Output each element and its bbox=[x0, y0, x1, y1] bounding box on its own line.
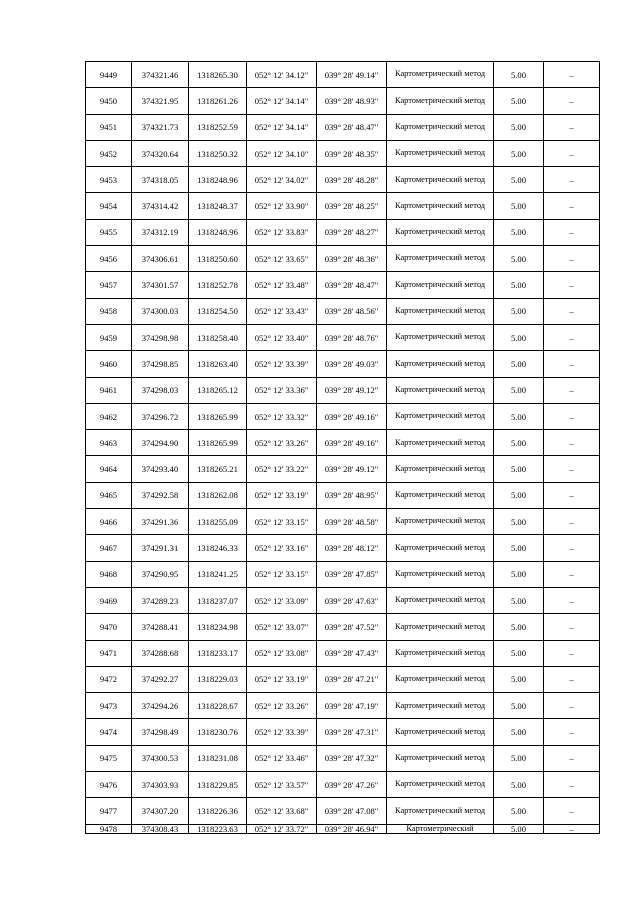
accuracy-cell: 5.00 bbox=[494, 324, 544, 350]
table-row bbox=[86, 193, 600, 219]
y-coordinate-cell: 1318265.12 bbox=[189, 377, 247, 403]
method-cell: Картометрический метод bbox=[387, 88, 494, 114]
y-coordinate-cell: 1318241.25 bbox=[189, 561, 247, 587]
longitude-cell: 039° 28' 47.52" bbox=[317, 614, 387, 640]
y-coordinate-cell: 1318252.78 bbox=[189, 272, 247, 298]
accuracy-cell: 5.00 bbox=[494, 798, 544, 824]
y-coordinate-cell: 1318252.59 bbox=[189, 114, 247, 140]
accuracy-cell: 5.00 bbox=[494, 88, 544, 114]
latitude-cell: 052° 12' 33.32" bbox=[247, 403, 317, 429]
accuracy-cell: 5.00 bbox=[494, 535, 544, 561]
accuracy-cell: 5.00 bbox=[494, 246, 544, 272]
latitude-cell: 052° 12' 34.14" bbox=[247, 88, 317, 114]
x-coordinate-cell: 374292.27 bbox=[132, 666, 189, 692]
x-coordinate-cell: 374303.93 bbox=[132, 772, 189, 798]
x-coordinate-cell: 374301.57 bbox=[132, 272, 189, 298]
point-number-cell: 9470 bbox=[86, 614, 132, 640]
longitude-cell: 039° 28' 48.47" bbox=[317, 272, 387, 298]
point-number-cell: 9461 bbox=[86, 377, 132, 403]
x-coordinate-cell: 374307.20 bbox=[132, 798, 189, 824]
accuracy-cell: 5.00 bbox=[494, 824, 544, 833]
point-number-cell: 9468 bbox=[86, 561, 132, 587]
longitude-cell: 039° 28' 47.63" bbox=[317, 587, 387, 613]
note-cell: – bbox=[544, 272, 600, 298]
x-coordinate-cell: 374321.73 bbox=[132, 114, 189, 140]
x-coordinate-cell: 374296.72 bbox=[132, 403, 189, 429]
table-row bbox=[86, 246, 600, 272]
longitude-cell: 039° 28' 48.47" bbox=[317, 114, 387, 140]
method-cell: Картометрический метод bbox=[387, 193, 494, 219]
longitude-cell: 039° 28' 48.93" bbox=[317, 88, 387, 114]
latitude-cell: 052° 12' 33.40" bbox=[247, 324, 317, 350]
method-cell: Картометрический метод bbox=[387, 62, 494, 88]
longitude-cell: 039° 28' 48.36" bbox=[317, 246, 387, 272]
y-coordinate-cell: 1318234.98 bbox=[189, 614, 247, 640]
table-row bbox=[86, 167, 600, 193]
table-row bbox=[86, 377, 600, 403]
x-coordinate-cell: 374289.23 bbox=[132, 587, 189, 613]
latitude-cell: 052° 12' 33.08" bbox=[247, 640, 317, 666]
accuracy-cell: 5.00 bbox=[494, 614, 544, 640]
y-coordinate-cell: 1318254.50 bbox=[189, 298, 247, 324]
table-row bbox=[86, 324, 600, 350]
accuracy-cell: 5.00 bbox=[494, 377, 544, 403]
latitude-cell: 052° 12' 33.72" bbox=[247, 824, 317, 833]
y-coordinate-cell: 1318265.99 bbox=[189, 430, 247, 456]
accuracy-cell: 5.00 bbox=[494, 745, 544, 771]
latitude-cell: 052° 12' 33.39" bbox=[247, 719, 317, 745]
table-body bbox=[86, 62, 600, 834]
table-row bbox=[86, 798, 600, 824]
table-row bbox=[86, 535, 600, 561]
point-number-cell: 9449 bbox=[86, 62, 132, 88]
x-coordinate-cell: 374294.26 bbox=[132, 693, 189, 719]
point-number-cell: 9471 bbox=[86, 640, 132, 666]
longitude-cell: 039° 28' 48.58" bbox=[317, 509, 387, 535]
latitude-cell: 052° 12' 33.19" bbox=[247, 666, 317, 692]
latitude-cell: 052° 12' 33.46" bbox=[247, 745, 317, 771]
table-row bbox=[86, 482, 600, 508]
x-coordinate-cell: 374291.31 bbox=[132, 535, 189, 561]
table-row bbox=[86, 561, 600, 587]
point-number-cell: 9455 bbox=[86, 219, 132, 245]
x-coordinate-cell: 374298.49 bbox=[132, 719, 189, 745]
table-row bbox=[86, 298, 600, 324]
accuracy-cell: 5.00 bbox=[494, 193, 544, 219]
accuracy-cell: 5.00 bbox=[494, 298, 544, 324]
method-cell: Картометрический метод bbox=[387, 640, 494, 666]
table-row bbox=[86, 430, 600, 456]
x-coordinate-cell: 374321.95 bbox=[132, 88, 189, 114]
longitude-cell: 039° 28' 48.95" bbox=[317, 482, 387, 508]
note-cell: – bbox=[544, 403, 600, 429]
note-cell: – bbox=[544, 246, 600, 272]
latitude-cell: 052° 12' 33.48" bbox=[247, 272, 317, 298]
method-cell: Картометрический метод bbox=[387, 298, 494, 324]
latitude-cell: 052° 12' 33.65" bbox=[247, 246, 317, 272]
x-coordinate-cell: 374291.36 bbox=[132, 509, 189, 535]
note-cell: – bbox=[544, 587, 600, 613]
longitude-cell: 039° 28' 48.25" bbox=[317, 193, 387, 219]
accuracy-cell: 5.00 bbox=[494, 640, 544, 666]
table-row bbox=[86, 219, 600, 245]
table-row bbox=[86, 824, 600, 833]
point-number-cell: 9474 bbox=[86, 719, 132, 745]
point-number-cell: 9465 bbox=[86, 482, 132, 508]
note-cell: – bbox=[544, 193, 600, 219]
accuracy-cell: 5.00 bbox=[494, 456, 544, 482]
y-coordinate-cell: 1318223.63 bbox=[189, 824, 247, 833]
accuracy-cell: 5.00 bbox=[494, 62, 544, 88]
table-row bbox=[86, 666, 600, 692]
accuracy-cell: 5.00 bbox=[494, 219, 544, 245]
note-cell: – bbox=[544, 614, 600, 640]
longitude-cell: 039° 28' 49.12" bbox=[317, 456, 387, 482]
x-coordinate-cell: 374298.98 bbox=[132, 324, 189, 350]
x-coordinate-cell: 374294.90 bbox=[132, 430, 189, 456]
y-coordinate-cell: 1318258.40 bbox=[189, 324, 247, 350]
y-coordinate-cell: 1318237.07 bbox=[189, 587, 247, 613]
method-cell: Картометрический метод bbox=[387, 114, 494, 140]
longitude-cell: 039° 28' 49.14" bbox=[317, 62, 387, 88]
x-coordinate-cell: 374298.85 bbox=[132, 351, 189, 377]
table-row bbox=[86, 272, 600, 298]
y-coordinate-cell: 1318233.17 bbox=[189, 640, 247, 666]
longitude-cell: 039° 28' 48.56" bbox=[317, 298, 387, 324]
method-cell: Картометрический метод bbox=[387, 246, 494, 272]
point-number-cell: 9458 bbox=[86, 298, 132, 324]
longitude-cell: 039° 28' 49.16" bbox=[317, 430, 387, 456]
y-coordinate-cell: 1318250.60 bbox=[189, 246, 247, 272]
table-row bbox=[86, 693, 600, 719]
note-cell: – bbox=[544, 719, 600, 745]
y-coordinate-cell: 1318229.85 bbox=[189, 772, 247, 798]
method-cell: Картометрический метод bbox=[387, 535, 494, 561]
note-cell: – bbox=[544, 140, 600, 166]
latitude-cell: 052° 12' 34.10" bbox=[247, 140, 317, 166]
latitude-cell: 052° 12' 33.26" bbox=[247, 693, 317, 719]
accuracy-cell: 5.00 bbox=[494, 561, 544, 587]
point-number-cell: 9475 bbox=[86, 745, 132, 771]
table-row bbox=[86, 772, 600, 798]
point-number-cell: 9466 bbox=[86, 509, 132, 535]
accuracy-cell: 5.00 bbox=[494, 693, 544, 719]
note-cell: – bbox=[544, 324, 600, 350]
method-cell: Картометрический метод bbox=[387, 351, 494, 377]
note-cell: – bbox=[544, 114, 600, 140]
note-cell: – bbox=[544, 772, 600, 798]
y-coordinate-cell: 1318248.96 bbox=[189, 167, 247, 193]
x-coordinate-cell: 374288.41 bbox=[132, 614, 189, 640]
table-row bbox=[86, 640, 600, 666]
method-cell: Картометрический метод bbox=[387, 456, 494, 482]
latitude-cell: 052° 12' 34.14" bbox=[247, 114, 317, 140]
note-cell: – bbox=[544, 167, 600, 193]
y-coordinate-cell: 1318228.67 bbox=[189, 693, 247, 719]
point-number-cell: 9478 bbox=[86, 824, 132, 833]
longitude-cell: 039° 28' 47.19" bbox=[317, 693, 387, 719]
x-coordinate-cell: 374300.53 bbox=[132, 745, 189, 771]
method-cell: Картометрический метод bbox=[387, 509, 494, 535]
accuracy-cell: 5.00 bbox=[494, 114, 544, 140]
longitude-cell: 039° 28' 47.43" bbox=[317, 640, 387, 666]
method-cell: Картометрический метод bbox=[387, 430, 494, 456]
point-number-cell: 9452 bbox=[86, 140, 132, 166]
longitude-cell: 039° 28' 47.26" bbox=[317, 772, 387, 798]
y-coordinate-cell: 1318248.96 bbox=[189, 219, 247, 245]
x-coordinate-cell: 374308.43 bbox=[132, 824, 189, 833]
point-number-cell: 9463 bbox=[86, 430, 132, 456]
note-cell: – bbox=[544, 88, 600, 114]
accuracy-cell: 5.00 bbox=[494, 482, 544, 508]
x-coordinate-cell: 374290.95 bbox=[132, 561, 189, 587]
x-coordinate-cell: 374320.64 bbox=[132, 140, 189, 166]
y-coordinate-cell: 1318230.76 bbox=[189, 719, 247, 745]
longitude-cell: 039° 28' 49.16" bbox=[317, 403, 387, 429]
longitude-cell: 039° 28' 49.12" bbox=[317, 377, 387, 403]
note-cell: – bbox=[544, 666, 600, 692]
method-cell: Картометрический метод bbox=[387, 798, 494, 824]
coordinates-sheet bbox=[85, 61, 599, 834]
table-row bbox=[86, 140, 600, 166]
longitude-cell: 039° 28' 47.32" bbox=[317, 745, 387, 771]
point-number-cell: 9453 bbox=[86, 167, 132, 193]
longitude-cell: 039° 28' 47.31" bbox=[317, 719, 387, 745]
x-coordinate-cell: 374288.68 bbox=[132, 640, 189, 666]
point-number-cell: 9456 bbox=[86, 246, 132, 272]
latitude-cell: 052° 12' 33.39" bbox=[247, 351, 317, 377]
method-cell: Картометрический метод bbox=[387, 745, 494, 771]
table-row bbox=[86, 114, 600, 140]
note-cell: – bbox=[544, 693, 600, 719]
note-cell: – bbox=[544, 351, 600, 377]
accuracy-cell: 5.00 bbox=[494, 587, 544, 613]
table-row bbox=[86, 351, 600, 377]
point-number-cell: 9473 bbox=[86, 693, 132, 719]
y-coordinate-cell: 1318250.32 bbox=[189, 140, 247, 166]
table-row bbox=[86, 745, 600, 771]
accuracy-cell: 5.00 bbox=[494, 772, 544, 798]
x-coordinate-cell: 374312.19 bbox=[132, 219, 189, 245]
point-number-cell: 9460 bbox=[86, 351, 132, 377]
point-number-cell: 9457 bbox=[86, 272, 132, 298]
note-cell: – bbox=[544, 561, 600, 587]
method-cell: Картометрический метод bbox=[387, 772, 494, 798]
note-cell: – bbox=[544, 535, 600, 561]
method-cell: Картометрический метод bbox=[387, 693, 494, 719]
coordinates-table bbox=[85, 61, 600, 834]
method-cell: Картометрический метод bbox=[387, 272, 494, 298]
point-number-cell: 9469 bbox=[86, 587, 132, 613]
latitude-cell: 052° 12' 33.68" bbox=[247, 798, 317, 824]
point-number-cell: 9451 bbox=[86, 114, 132, 140]
latitude-cell: 052° 12' 33.19" bbox=[247, 482, 317, 508]
table-row bbox=[86, 88, 600, 114]
accuracy-cell: 5.00 bbox=[494, 403, 544, 429]
method-cell: Картометрический метод bbox=[387, 377, 494, 403]
longitude-cell: 039° 28' 47.08" bbox=[317, 798, 387, 824]
point-number-cell: 9472 bbox=[86, 666, 132, 692]
note-cell: – bbox=[544, 430, 600, 456]
x-coordinate-cell: 374318.05 bbox=[132, 167, 189, 193]
x-coordinate-cell: 374298.03 bbox=[132, 377, 189, 403]
note-cell: – bbox=[544, 456, 600, 482]
method-cell: Картометрический метод bbox=[387, 219, 494, 245]
longitude-cell: 039° 28' 47.21" bbox=[317, 666, 387, 692]
y-coordinate-cell: 1318246.33 bbox=[189, 535, 247, 561]
point-number-cell: 9459 bbox=[86, 324, 132, 350]
x-coordinate-cell: 374300.03 bbox=[132, 298, 189, 324]
note-cell: – bbox=[544, 62, 600, 88]
method-cell: Картометрический метод bbox=[387, 719, 494, 745]
x-coordinate-cell: 374314.42 bbox=[132, 193, 189, 219]
latitude-cell: 052° 12' 33.90" bbox=[247, 193, 317, 219]
accuracy-cell: 5.00 bbox=[494, 509, 544, 535]
accuracy-cell: 5.00 bbox=[494, 351, 544, 377]
y-coordinate-cell: 1318231.08 bbox=[189, 745, 247, 771]
x-coordinate-cell: 374292.58 bbox=[132, 482, 189, 508]
latitude-cell: 052° 12' 33.26" bbox=[247, 430, 317, 456]
method-cell: Картометрический метод bbox=[387, 167, 494, 193]
note-cell: – bbox=[544, 824, 600, 833]
accuracy-cell: 5.00 bbox=[494, 719, 544, 745]
latitude-cell: 052° 12' 33.15" bbox=[247, 509, 317, 535]
method-cell: Картометрический метод bbox=[387, 324, 494, 350]
latitude-cell: 052° 12' 33.43" bbox=[247, 298, 317, 324]
latitude-cell: 052° 12' 33.07" bbox=[247, 614, 317, 640]
table-row bbox=[86, 587, 600, 613]
y-coordinate-cell: 1318262.08 bbox=[189, 482, 247, 508]
point-number-cell: 9454 bbox=[86, 193, 132, 219]
latitude-cell: 052° 12' 34.02" bbox=[247, 167, 317, 193]
accuracy-cell: 5.00 bbox=[494, 272, 544, 298]
latitude-cell: 052° 12' 33.57" bbox=[247, 772, 317, 798]
longitude-cell: 039° 28' 48.76" bbox=[317, 324, 387, 350]
y-coordinate-cell: 1318248.37 bbox=[189, 193, 247, 219]
accuracy-cell: 5.00 bbox=[494, 140, 544, 166]
latitude-cell: 052° 12' 34.12" bbox=[247, 62, 317, 88]
longitude-cell: 039° 28' 49.03" bbox=[317, 351, 387, 377]
point-number-cell: 9464 bbox=[86, 456, 132, 482]
table-row bbox=[86, 62, 600, 88]
y-coordinate-cell: 1318265.21 bbox=[189, 456, 247, 482]
latitude-cell: 052° 12' 33.16" bbox=[247, 535, 317, 561]
longitude-cell: 039° 28' 46.94" bbox=[317, 824, 387, 833]
table-row bbox=[86, 719, 600, 745]
method-cell: Картометрический метод bbox=[387, 482, 494, 508]
longitude-cell: 039° 28' 48.28" bbox=[317, 167, 387, 193]
method-cell: Картометрический метод bbox=[387, 587, 494, 613]
table-row bbox=[86, 614, 600, 640]
latitude-cell: 052° 12' 33.15" bbox=[247, 561, 317, 587]
point-number-cell: 9450 bbox=[86, 88, 132, 114]
table-row bbox=[86, 403, 600, 429]
y-coordinate-cell: 1318255.09 bbox=[189, 509, 247, 535]
note-cell: – bbox=[544, 640, 600, 666]
note-cell: – bbox=[544, 745, 600, 771]
point-number-cell: 9477 bbox=[86, 798, 132, 824]
accuracy-cell: 5.00 bbox=[494, 167, 544, 193]
method-cell: Картометрический метод bbox=[387, 403, 494, 429]
point-number-cell: 9467 bbox=[86, 535, 132, 561]
note-cell: – bbox=[544, 377, 600, 403]
method-cell: Картометрический метод bbox=[387, 614, 494, 640]
latitude-cell: 052° 12' 33.83" bbox=[247, 219, 317, 245]
note-cell: – bbox=[544, 298, 600, 324]
latitude-cell: 052° 12' 33.22" bbox=[247, 456, 317, 482]
longitude-cell: 039° 28' 48.35" bbox=[317, 140, 387, 166]
method-cell: Картометрический метод bbox=[387, 561, 494, 587]
latitude-cell: 052° 12' 33.36" bbox=[247, 377, 317, 403]
y-coordinate-cell: 1318265.30 bbox=[189, 62, 247, 88]
accuracy-cell: 5.00 bbox=[494, 430, 544, 456]
table-row bbox=[86, 456, 600, 482]
x-coordinate-cell: 374321.46 bbox=[132, 62, 189, 88]
x-coordinate-cell: 374293.40 bbox=[132, 456, 189, 482]
method-cell: Картометрический метод bbox=[387, 666, 494, 692]
method-cell: Картометрический метод bbox=[387, 140, 494, 166]
y-coordinate-cell: 1318263.40 bbox=[189, 351, 247, 377]
note-cell: – bbox=[544, 482, 600, 508]
note-cell: – bbox=[544, 798, 600, 824]
accuracy-cell: 5.00 bbox=[494, 666, 544, 692]
x-coordinate-cell: 374306.61 bbox=[132, 246, 189, 272]
note-cell: – bbox=[544, 509, 600, 535]
y-coordinate-cell: 1318261.26 bbox=[189, 88, 247, 114]
longitude-cell: 039° 28' 47.85" bbox=[317, 561, 387, 587]
note-cell: – bbox=[544, 219, 600, 245]
longitude-cell: 039° 28' 48.27" bbox=[317, 219, 387, 245]
y-coordinate-cell: 1318265.99 bbox=[189, 403, 247, 429]
longitude-cell: 039° 28' 48.12" bbox=[317, 535, 387, 561]
y-coordinate-cell: 1318226.36 bbox=[189, 798, 247, 824]
table-row bbox=[86, 509, 600, 535]
point-number-cell: 9476 bbox=[86, 772, 132, 798]
y-coordinate-cell: 1318229.03 bbox=[189, 666, 247, 692]
latitude-cell: 052° 12' 33.09" bbox=[247, 587, 317, 613]
method-cell: Картометрический bbox=[387, 824, 494, 833]
point-number-cell: 9462 bbox=[86, 403, 132, 429]
